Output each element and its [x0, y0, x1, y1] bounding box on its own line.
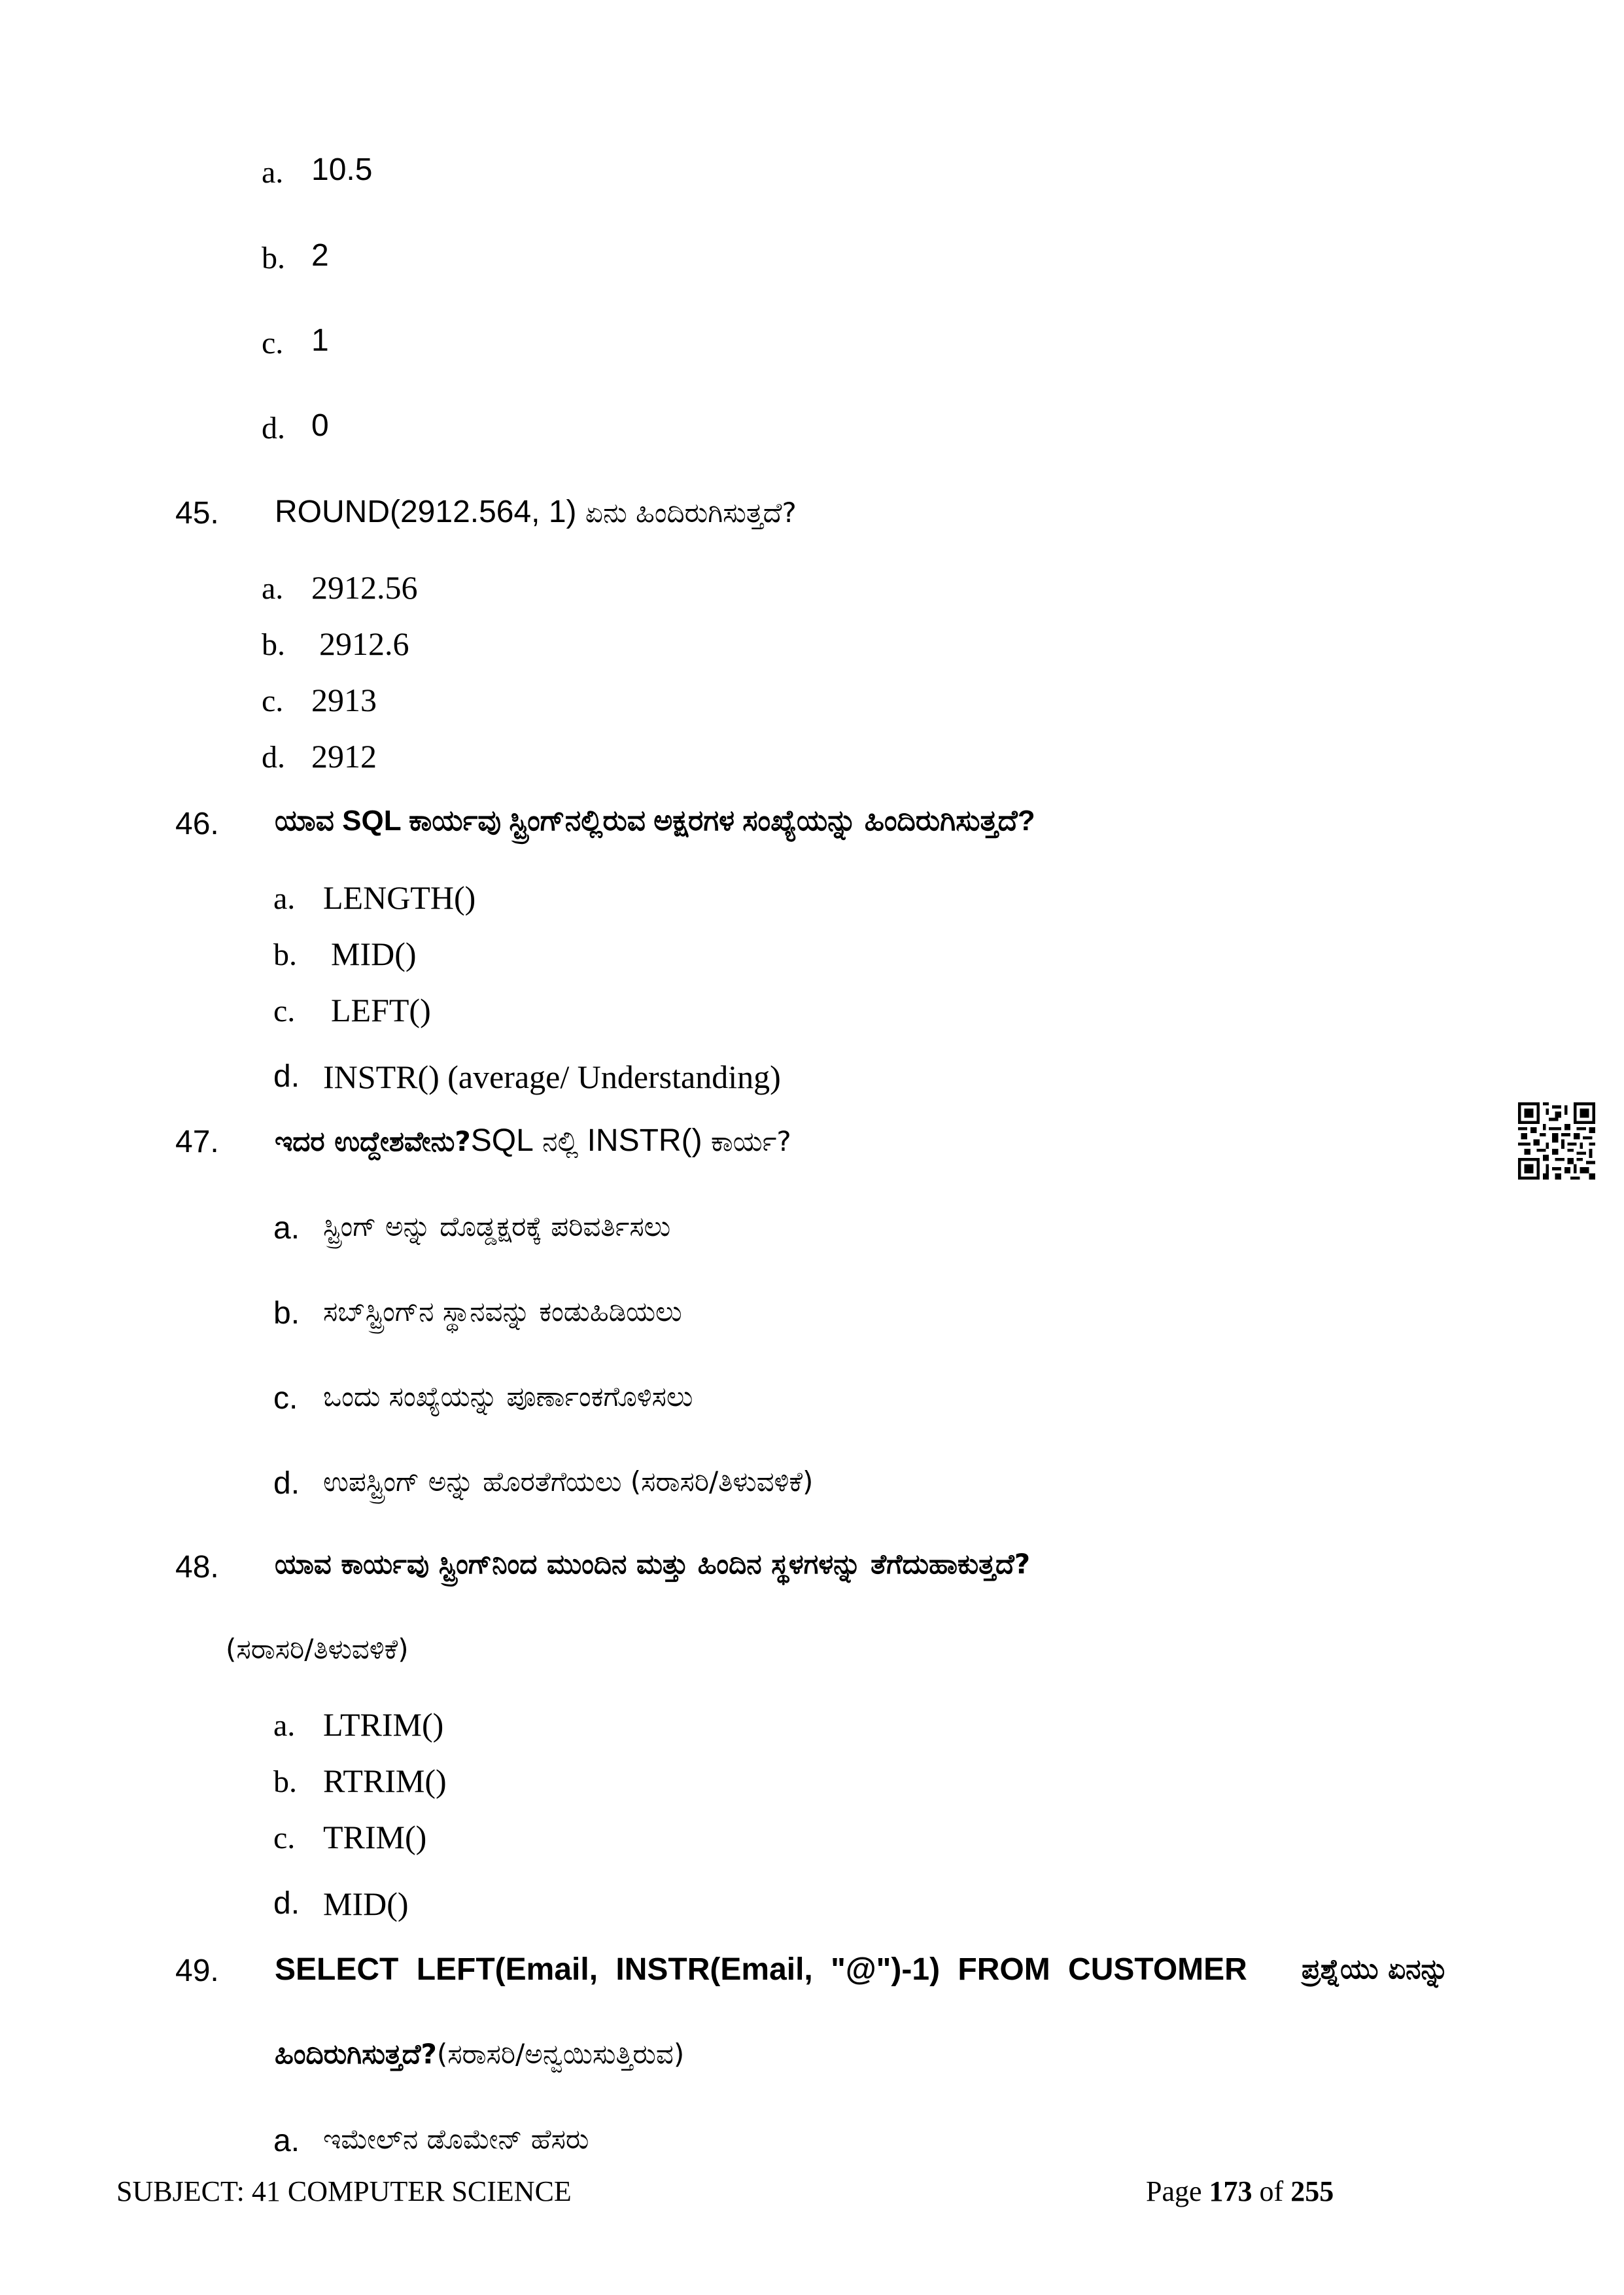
option-text: ಒಂದು ಸಂಖ್ಯೆಯನ್ನು ಪೂರ್ಣಾಂಕಗೊಳಿಸಲು: [323, 1380, 693, 1412]
option-text: INSTR() (average/ Understanding): [323, 1059, 781, 1095]
option-text: ಸಬ್‌ಸ್ಟ್ರಿಂಗ್‌ನ ಸ್ಥಾನವನ್ನು ಕಂಡುಹಿಡಿಯಲು: [323, 1295, 682, 1327]
current-page: 173: [1209, 2175, 1253, 2207]
option-letter: b.: [273, 937, 297, 972]
option-letter: c.: [273, 1381, 298, 1416]
option-text: LTRIM(): [323, 1706, 444, 1743]
question-note: (ಸರಾಸರಿ/ತಿಳುವಳಿಕೆ): [226, 1633, 409, 1665]
question-text: [275, 1123, 791, 1159]
option-letter: a.: [273, 2124, 300, 2158]
question-kannada-line2: ಹಿಂದಿರುಗಿಸುತ್ತದೆ?: [275, 2038, 437, 2070]
option-letter: d.: [262, 411, 285, 446]
option-text: TRIM(): [323, 1819, 427, 1855]
option-letter: a.: [262, 571, 284, 606]
question-sql: SQL: [470, 1123, 534, 1158]
question-line2: [275, 2038, 684, 2071]
option-letter: d.: [273, 1466, 300, 1501]
option-text: LEFT(): [331, 992, 431, 1028]
option-letter: b.: [262, 627, 285, 662]
option-text: ಇಮೇಲ್‌ನ ಡೊಮೇನ್ ಹೆಸರು: [323, 2123, 589, 2155]
total-pages: 255: [1290, 2175, 1334, 2207]
question-code: ROUND(2912.564, 1): [275, 495, 577, 529]
option-letter: d.: [273, 1059, 300, 1094]
option-text: 2912: [311, 738, 377, 775]
question-text: ಯಾವ ಕಾರ್ಯವು ಸ್ಟ್ರಿಂಗ್‌ನಿಂದ ಮುಂದಿನ ಮತ್ತು ಹಿಂದಿನ ಸ್ಥಳಗಳನ್ನು ತೆಗೆದುಹಾಕುತ್ತದೆ?: [275, 1548, 1031, 1580]
footer-subject: SUBJECT: 41 COMPUTER SCIENCE: [116, 2175, 572, 2207]
option-letter: c.: [273, 1821, 296, 1855]
question-text: [275, 494, 797, 530]
option-letter: d.: [262, 740, 285, 775]
option-letter: c.: [262, 684, 284, 718]
qr-code-icon: [1517, 1102, 1596, 1180]
option-text: 2913: [311, 682, 377, 718]
question-kannada-prefix: ಇದರ ಉದ್ದೇಶವೇನು?: [275, 1125, 471, 1157]
question-text: ಯಾವ SQL ಕಾರ್ಯವು ಸ್ಟ್ರಿಂಗ್‌ನಲ್ಲಿರುವ ಅಕ್ಷರಗಳ ಸಂಖ್ಯೆಯನ್ನು ಹಿಂದಿರುಗಿಸುತ್ತದೆ?: [275, 805, 1035, 837]
question-number: 48.: [175, 1550, 219, 1585]
option-text: 2912.6: [319, 625, 409, 662]
question-note: (ಸರಾಸರಿ/ಅನ್ವಯಿಸುತ್ತಿರುವ): [436, 2038, 685, 2070]
question-number: 45.: [175, 496, 219, 531]
question-number: 49.: [175, 1953, 219, 1988]
question-number: 47.: [175, 1125, 219, 1159]
option-text: MID(): [331, 936, 417, 972]
option-letter: a.: [262, 155, 284, 190]
question-kannada: ಏನು ಹಿಂದಿರುಗಿಸುತ್ತದೆ?: [576, 497, 797, 529]
option-letter: a.: [273, 881, 296, 916]
question-kannada: ಪ್ರಶ್ನೆಯು ಏನನ್ನು: [1302, 1953, 1449, 1985]
option-text: ಸ್ಟ್ರಿಂಗ್ ಅನ್ನು ದೊಡ್ಡಕ್ಷರಕ್ಕೆ ಪರಿವರ್ತಿಸಲು: [323, 1210, 671, 1242]
question-code: SELECT LEFT(Email, INSTR(Email, "@")-1) FROM CUSTOMER: [275, 1952, 1247, 1987]
option-letter: c.: [262, 326, 284, 360]
option-text: 2: [311, 238, 329, 273]
question-kannada-suffix: ಕಾರ್ಯ?: [702, 1125, 791, 1157]
option-letter: a.: [273, 1708, 296, 1743]
option-text: LENGTH(): [323, 879, 476, 916]
option-letter: b.: [262, 241, 285, 275]
question-code: INSTR(): [587, 1123, 702, 1158]
option-text: 1: [311, 323, 329, 358]
option-letter: a.: [273, 1211, 300, 1246]
option-text: ಉಪಸ್ಟ್ರಿಂಗ್ ಅನ್ನು ಹೊರತೆಗೆಯಲು (ಸರಾಸರಿ/ತಿಳುವಳಿಕೆ): [323, 1465, 814, 1498]
option-text: MID(): [323, 1885, 409, 1922]
option-letter: c.: [273, 994, 296, 1028]
option-letter: b.: [273, 1296, 300, 1331]
option-letter: b.: [273, 1764, 297, 1799]
option-text: RTRIM(): [323, 1762, 447, 1799]
question-kannada-in: ನಲ್ಲಿ: [533, 1125, 587, 1157]
option-text: 10.5: [311, 152, 373, 187]
question-number: 46.: [175, 807, 219, 841]
option-letter: d.: [273, 1886, 300, 1921]
option-text: 2912.56: [311, 569, 418, 606]
footer-page-number: Page 173 of 255: [1146, 2175, 1334, 2207]
option-text: 0: [311, 408, 329, 443]
